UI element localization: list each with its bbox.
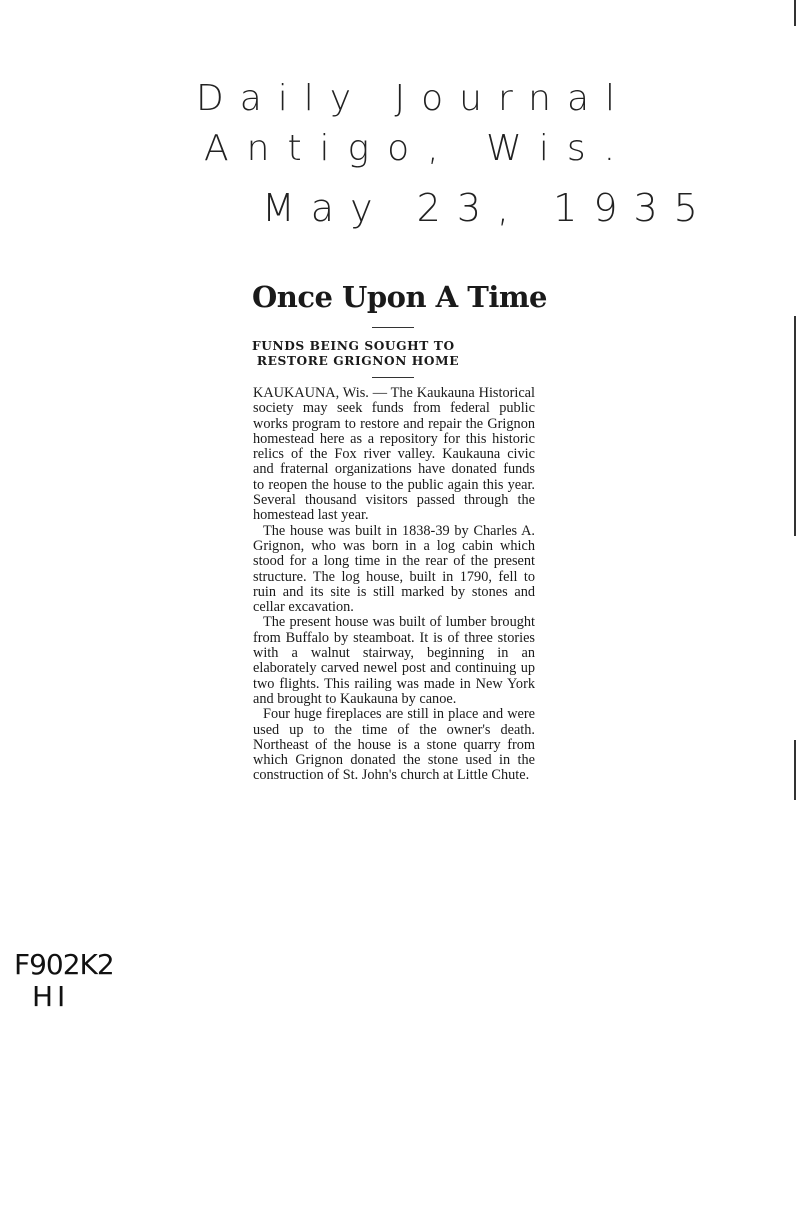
article-headline: Once Upon A Time <box>252 280 547 314</box>
article-paragraph: Four huge fireplaces are still in place and were used up to the time of the owner's death. Northeast of the house is a stone quarry from which Grignon donated the stone used in the construction of St. John's church at Little Chute. <box>253 706 535 784</box>
article-paragraph: The house was built in 1838-39 by Charles A. Grignon, who was born in a log cabin which stood for a long time in the rear of the present structure. The log house, built in 1790, fell to ruin and its site is still marked by stones and cellar excavation. <box>253 522 535 616</box>
scan-edge-mark <box>794 740 796 800</box>
article-paragraph: The present house was built of lumber brought from Buffalo by steamboat. It is of three stories with a walnut stairway, beginning in an elaborately carved newel post and continuing up two flights. This railing was made in New York and brought to Kaukauna by canoe. <box>253 614 535 707</box>
catalog-code: F902K2 <box>14 948 114 981</box>
scan-edge-mark <box>794 316 796 536</box>
subhead-divider <box>372 377 414 378</box>
article-subheadline: FUNDS BEING SOUGHT TO RESTORE GRIGNON HOME <box>252 339 460 368</box>
article-paragraph: KAUKAUNA, Wis. — The Kaukauna Historical society may seek funds from federal public works program to restore and repair the Grignon homestead here as a repository for this historic relics of the Fox river valley. Kaukauna civic and fraternal organizations have donated funds to reopen the house to the public again this year. Several thousand visitors passed through the homestead last year. <box>253 385 535 524</box>
catalog-suffix: HI <box>32 980 70 1013</box>
article-body <box>253 386 535 784</box>
scan-edge-mark <box>794 0 796 26</box>
handwritten-date: May 23, 1935 <box>262 186 714 230</box>
handwritten-location: Antigo, Wis. <box>204 128 634 169</box>
headline-divider <box>372 327 414 328</box>
handwritten-newspaper-name: Daily Journal <box>196 78 632 119</box>
